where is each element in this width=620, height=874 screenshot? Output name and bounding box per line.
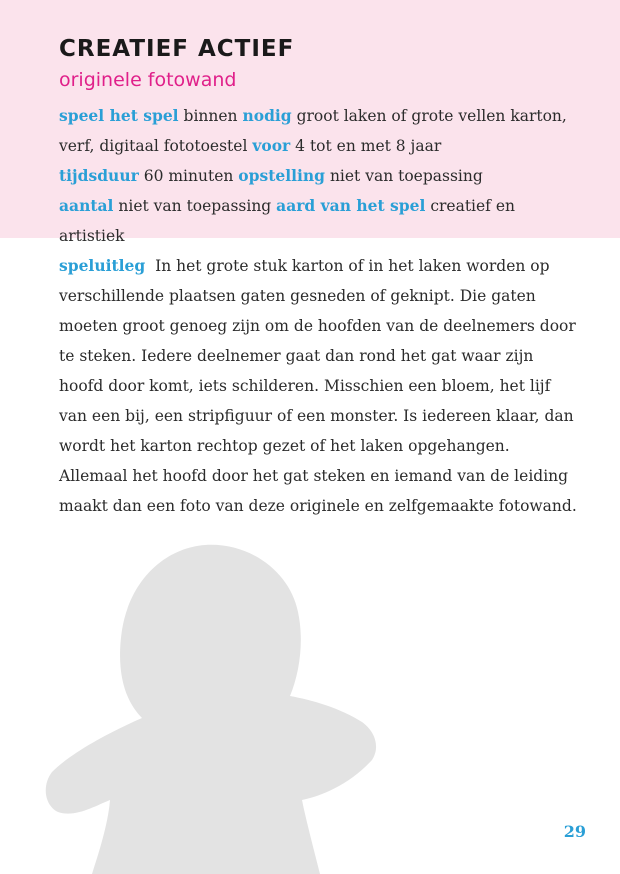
page-number: 29	[563, 822, 586, 841]
label-speluitleg: speluitleg	[59, 256, 146, 275]
value-voor: 4 tot en met 8 jaar	[295, 137, 442, 155]
speluitleg-text: In het grote stuk karton of in het laken worden op verschillende plaatsen gaten gesneden of geknipt. Die gaten moeten groot genoeg zijn om de hoofden van de deelnemers door te steken. Iedere deelnemer gaat dan rond het gat waar zijn hoofd door komt, iets schilderen. Misschien een bloem, het lijf van een bij, een stripfiguur of een monster. Is iedereen klaar, dan wordt het karton rechtop gezet of het laken opgehangen. Allemaal het hoofd door het gat steken en iemand van de leiding maakt dan een foto van deze originele en zelfgemaakte fotowand.	[59, 257, 577, 515]
value-aard-van-het-spel: creatief en artistiek	[59, 197, 515, 245]
category-heading: CREATIEF ACTIEF	[59, 36, 295, 62]
value-opstelling: niet van toepassing	[329, 167, 483, 185]
label-aard-van-het-spel: aard van het spel	[276, 196, 426, 215]
value-speel-het-spel: binnen	[183, 107, 238, 125]
value-aantal: niet van toepassing	[118, 197, 272, 215]
label-tijdsduur: tijdsduur	[59, 166, 139, 185]
label-voor: voor	[252, 136, 291, 155]
label-speel-het-spel: speel het spel	[59, 106, 179, 125]
value-tijdsduur: 60 minuten	[143, 167, 234, 185]
game-explanation	[59, 251, 579, 521]
label-aantal: aantal	[59, 196, 114, 215]
label-opstelling: opstelling	[238, 166, 325, 185]
activity-title: originele fotowand	[59, 69, 237, 91]
label-nodig: nodig	[242, 106, 292, 125]
value-nodig: groot laken of grote vellen karton, verf, digitaal fototoestel	[59, 107, 567, 155]
